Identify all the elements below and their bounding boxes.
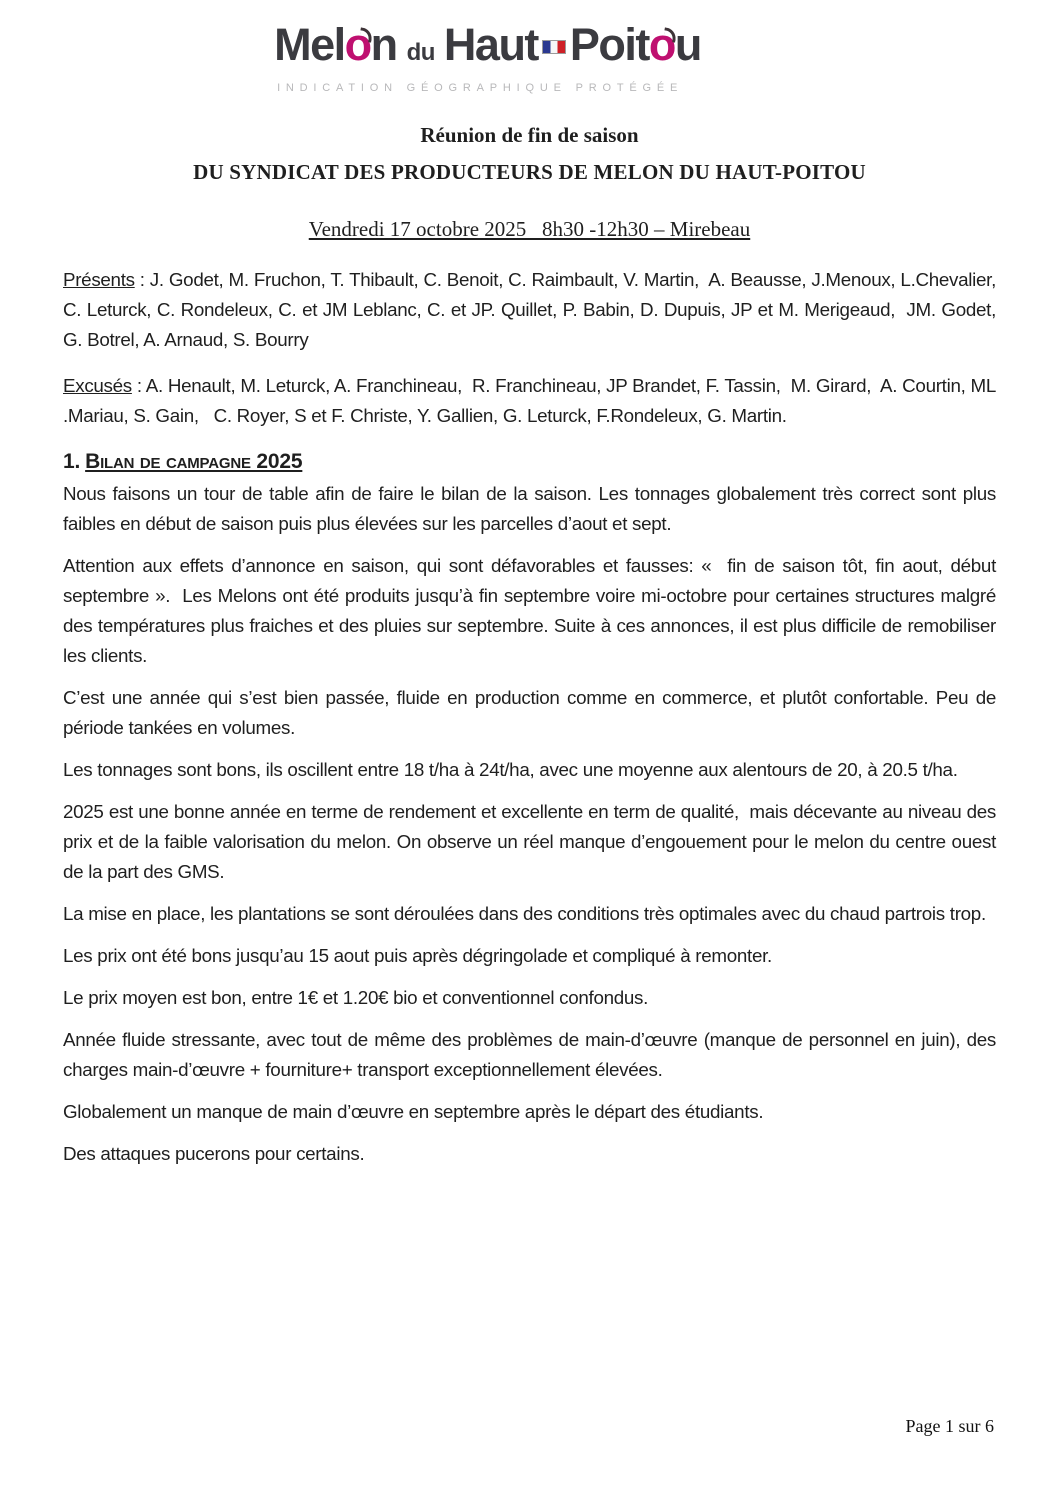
- logo-text-haut: Haut: [443, 19, 538, 70]
- logo-inner: [274, 19, 701, 94]
- melon-o-icon: o: [344, 19, 371, 70]
- excuses-names: : A. Henault, M. Leturck, A. Franchineau, R. Franchineau, JP Brandet, F. Tassin, M. Girard, A. Courtin, ML .Mariau, S. Gain, C. Royer, S et F. Christe, Y. Gallien, G. Leturck, F.Rondeleux, G. Martin.: [63, 375, 1001, 426]
- excuses-label: Excusés: [63, 375, 132, 396]
- body-paragraph: C’est une année qui s’est bien passée, fluide en production comme en commerce, et plutôt confortable. Peu de période tankées en volumes.: [63, 687, 1001, 738]
- logo-text-poit: Poit: [569, 19, 649, 70]
- body-paragraph: Des attaques pucerons pour certains.: [63, 1143, 365, 1164]
- section-number: 1.: [63, 450, 81, 473]
- body-paragraph: Nous faisons un tour de table afin de faire le bilan de la saison. Les tonnages globalement très correct sont plus faibles en début de saison puis plus élevées sur les parcelles d’aout et sept.: [63, 483, 1001, 534]
- body-paragraph: Globalement un manque de main d’œuvre en septembre après le départ des étudiants.: [63, 1101, 764, 1122]
- section-title: Bilan de campagne 2025: [85, 450, 303, 473]
- logo-text-u: u: [674, 19, 701, 70]
- logo-text-n: n: [370, 19, 397, 70]
- logo-wordmark: [274, 19, 701, 75]
- presents-names: : J. Godet, M. Fruchon, T. Thibault, C. Benoit, C. Raimbault, V. Martin, A. Beausse, J.Menoux, L.Chevalier, C. Leturck, C. Rondeleux, C. et JM Leblanc, C. et JP. Quillet, P. Babin, D. Dupuis, JP et M. Merigeaud, JM. Godet, G. Botrel, A. Arnaud, S. Bourry: [63, 269, 1001, 350]
- body-paragraph: Attention aux effets d’annonce en saison, qui sont défavorables et fausses: « fin de saison tôt, fin aout, début septembre ». Les Melons ont été produits jusqu’à fin septembre voire mi-octobre pour certaines structures malgré des températures plus fraiches et des pluies sur septembre. Suite à ces annonces, il est plus difficile de remobiliser les clients.: [63, 555, 1001, 666]
- logo-subtitle: INDICATION GÉOGRAPHIQUE PROTÉGÉE: [277, 82, 684, 94]
- melon-o-icon: o: [648, 19, 675, 70]
- excuses-paragraph: [63, 371, 1001, 431]
- meeting-date-line: Vendredi 17 octobre 2025 8h30 -12h30 – Mirebeau: [308, 217, 751, 241]
- section-heading: [63, 447, 996, 476]
- melon-du-haut-poitou-logo: [21, 19, 954, 96]
- logo-text-du: du: [406, 39, 435, 66]
- organization-title: DU SYNDICAT DES PRODUCTEURS DE MELON DU HAUT-POITOU: [193, 160, 866, 184]
- meeting-title: Réunion de fin de saison: [420, 123, 639, 147]
- body-paragraph: Les prix ont été bons jusqu’au 15 aout puis après dégringolade et compliqué à remonter.: [63, 945, 772, 966]
- body-paragraph: 2025 est une bonne année en terme de rendement et excellente en term de qualité, mais décevante au niveau des prix et de la faible valorisation du melon. On observe un réel manque d’engouement pour le melon du centre ouest de la part des GMS.: [63, 801, 1001, 882]
- page-number: Page 1 sur 6: [905, 1416, 994, 1436]
- body-paragraph: Les tonnages sont bons, ils oscillent entre 18 t/ha à 24t/ha, avec une moyenne aux alentours de 20, à 20.5 t/ha.: [63, 759, 958, 780]
- body-paragraph: Année fluide stressante, avec tout de même des problèmes de main-d’œuvre (manque de personnel en juin), des charges main-d’œuvre + fourniture+ transport exceptionnellement élevées.: [63, 1029, 1001, 1080]
- logo-text-mel: Mel: [274, 19, 345, 70]
- presents-paragraph: [63, 265, 1001, 355]
- body-paragraph: Le prix moyen est bon, entre 1€ et 1.20€ bio et conventionnel confondus.: [63, 987, 649, 1008]
- body-paragraph: La mise en place, les plantations se sont déroulées dans des conditions très optimales avec du chaud partrois trop.: [63, 903, 986, 924]
- french-flag-icon: [542, 40, 566, 54]
- presents-label: Présents: [63, 269, 135, 290]
